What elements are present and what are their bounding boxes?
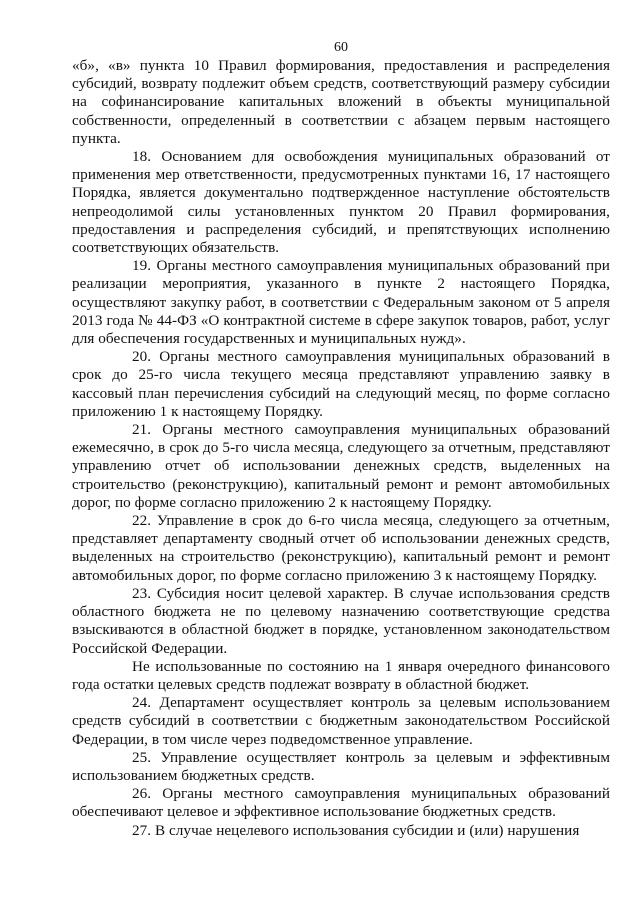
- paragraph-19: 19. Органы местного самоуправления муниципальных образований при реализации мероприятия, указанного в пункте 2 настоящего Порядка, осуществляют закупку работ, в соответствии с Федеральным законом от 5 апреля 2013 года № 44-ФЗ «О контрактной системе в сфере закупок товаров, работ, услуг для обеспечения государственных и муниципальных нужд».: [72, 257, 610, 348]
- paragraph-17-continuation: «б», «в» пункта 10 Правил формирования, предоставления и распределения субсидий, возврату подлежит объем средств, соответствующий размеру субсидии на софинансирование капитальных вложений в объекты муниципальной собственности, определенный в соответствии с абзацем первым настоящего пункта.: [72, 57, 610, 147]
- paragraph-18: 18. Основанием для освобождения муниципальных образований от применения мер ответственности, предусмотренных пунктами 16, 17 настоящего Порядка, является документально подтвержденное наступление обстоятельств непреодолимой силы установленных пунктом 20 Правил формирования, предоставления и распределения субсидий, и препятствующих исполнению соответствующих обязательств.: [72, 148, 610, 257]
- paragraph-23-second: Не использованные по состоянию на 1 января очередного финансового года остатки целевых средств подлежат возврату в областной бюджет.: [72, 657, 610, 693]
- paragraph-20: 20. Органы местного самоуправления муниципальных образований в срок до 25-го числа текущего месяца представляют управлению заявку в кассовый план перечисления субсидий на следующий месяц, по форме согласно приложению 1 к настоящему Порядку.: [72, 348, 610, 420]
- paragraph-23: 23. Субсидия носит целевой характер. В случае использования средств областного бюджета не по целевому назначению соответствующие средства взыскиваются в областной бюджет в порядке, установленном законодательством Российской Федерации.: [72, 584, 610, 657]
- paragraph-24: 24. Департамент осуществляет контроль за целевым использованием средств субсидий в соответствии с бюджетным законодательством Российской Федерации, в том числе через подведомственное управление.: [72, 694, 610, 748]
- paragraph-21: 21. Органы местного самоуправления муниципальных образований ежемесячно, в срок до 5-го числа месяца, следующего за отчетным, представляют управлению отчет об использовании денежных средств, выделенных на строительство (реконструкцию), капитальный ремонт и ремонт автомобильных дорог, по форме согласно приложению 2 к настоящему Порядку.: [72, 421, 610, 511]
- paragraph-27: 27. В случае нецелевого использования субсидии и (или) нарушения: [132, 821, 580, 839]
- paragraph-22: 22. Управление в срок до 6-го числа месяца, следующего за отчетным, представляет департаменту сводный отчет об использовании денежных средств, выделенных на строительство (реконструкцию), капитальный ремонт и ремонт автомобильных дорог, по форме согласно приложению 3 к настоящему Порядку.: [72, 512, 610, 584]
- page-number: 60: [334, 40, 348, 55]
- paragraph-25: 25. Управление осуществляет контроль за целевым и эффективным использованием бюджетных средств.: [72, 748, 610, 784]
- paragraph-26: 26. Органы местного самоуправления муниципальных образований обеспечивают целевое и эффективное использование бюджетных средств.: [72, 785, 610, 821]
